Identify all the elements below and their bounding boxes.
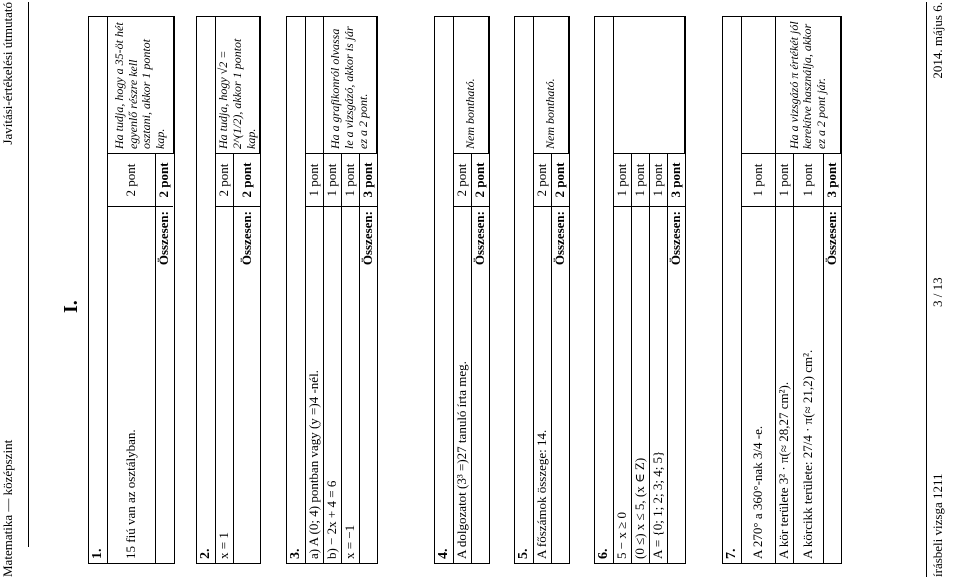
footer-right: 2014. május 6.: [930, 2, 945, 79]
task-points: 1 pont: [776, 154, 794, 207]
task-note: Ha tudja, hogy √2 = 2^(1/2), akkor 1 pontot kap.: [216, 17, 260, 154]
footer-left: írásbeli vizsga 1211: [930, 473, 945, 577]
task-text: x = −1: [341, 207, 359, 564]
task-text: (0 ≤) x ≤ 5, (x ∈ Z): [632, 207, 650, 564]
sum-points: 3 pont: [667, 154, 684, 207]
sum-points: 2 pont: [552, 154, 569, 207]
sum-points: 2 pont: [234, 154, 260, 207]
task-number: 4.: [435, 17, 454, 563]
task-text: b) − 2x + 4 = 6: [324, 207, 342, 564]
footer-rule: [926, 2, 927, 577]
header-left: Matematika — középszint: [0, 439, 15, 577]
sum-points: 2 pont: [472, 154, 489, 207]
task-points: 1 pont: [306, 154, 324, 207]
sum-label: Összesen:: [234, 207, 260, 564]
sum-label: Összesen:: [552, 207, 569, 564]
task-4-table: [434, 16, 490, 564]
task-text: A dolgozatot (3³ =)27 tanuló írta meg.: [454, 207, 472, 564]
task-number: 7.: [723, 17, 742, 563]
task-points: 1 pont: [794, 154, 824, 207]
task-text: 5 − x ≥ 0: [614, 207, 632, 564]
task-5-table: [514, 16, 570, 564]
task-points: 2 pont: [534, 154, 552, 207]
task-7-table: [722, 16, 842, 564]
footer-page-number: 3 / 13: [930, 277, 945, 307]
task-number: 5.: [515, 17, 534, 563]
task-points: 2 pont: [454, 154, 472, 207]
task-points: 2 pont: [108, 154, 156, 207]
task-text: A = {0; 1; 2; 3; 4; 5}: [649, 207, 667, 564]
task-points: 1 pont: [341, 154, 359, 207]
task-text: a) A (0; 4) pontban vagy (y =)4 -nél.: [306, 207, 324, 564]
task-text: 15 fiú van az osztályban.: [108, 207, 156, 564]
task-note: Nem bontható.: [534, 17, 569, 154]
task-1-table: [88, 16, 175, 564]
task-note: Ha tudja, hogy a 35-öt hét egyenlő részre kell osztani, akkor 1 pontot kap.: [108, 17, 173, 154]
task-points: 2 pont: [216, 154, 234, 207]
task-points: 1 pont: [632, 154, 650, 207]
sum-label: Összesen:: [472, 207, 489, 564]
sum-label: Összesen:: [824, 207, 841, 564]
header-right: Javítási-értékelési útmutató: [0, 2, 15, 145]
task-note: [614, 17, 685, 154]
task-text: x = 1: [216, 207, 234, 564]
sum-label: Összesen:: [156, 207, 173, 564]
task-note: Nem bontható.: [454, 17, 489, 154]
task-points: 1 pont: [324, 154, 342, 207]
task-points: 1 pont: [649, 154, 667, 207]
task-points: 1 pont: [614, 154, 632, 207]
sum-label: Összesen:: [359, 207, 376, 564]
task-text: A kör területe 3² · π(≈ 28,27 cm²).: [776, 207, 794, 564]
task-text: A 270° a 360°-nak 3/4 -e.: [742, 207, 776, 564]
task-6-table: [594, 16, 686, 564]
sum-label: Összesen:: [667, 207, 684, 564]
task-note: Ha a vizsgázó π értékét jól kerekítve használja, akkor ez a 2 pont jár.: [776, 17, 841, 154]
task-2-table: [196, 16, 261, 564]
sum-points: 3 pont: [359, 154, 376, 207]
task-number: 6.: [595, 17, 614, 563]
task-note: Ha a grafikonról olvassa le a vizsgázó, akkor is jár ez a 2 pont.: [324, 17, 377, 154]
sum-points: 2 pont: [156, 154, 173, 207]
task-number: 1.: [89, 17, 108, 563]
task-number: 3.: [287, 17, 306, 563]
task-text: A körcikk területe: 27/4 · π(≈ 21,2) cm².: [794, 207, 824, 564]
task-note: [742, 17, 776, 154]
task-note: [306, 17, 324, 154]
section-title: I.: [60, 300, 82, 313]
sum-points: 3 pont: [824, 154, 841, 207]
task-text: A főszámok összege: 14.: [534, 207, 552, 564]
task-number: 2.: [197, 17, 216, 563]
header-rule: [28, 2, 29, 547]
task-points: 1 pont: [742, 154, 776, 207]
task-3-table: [286, 16, 378, 564]
